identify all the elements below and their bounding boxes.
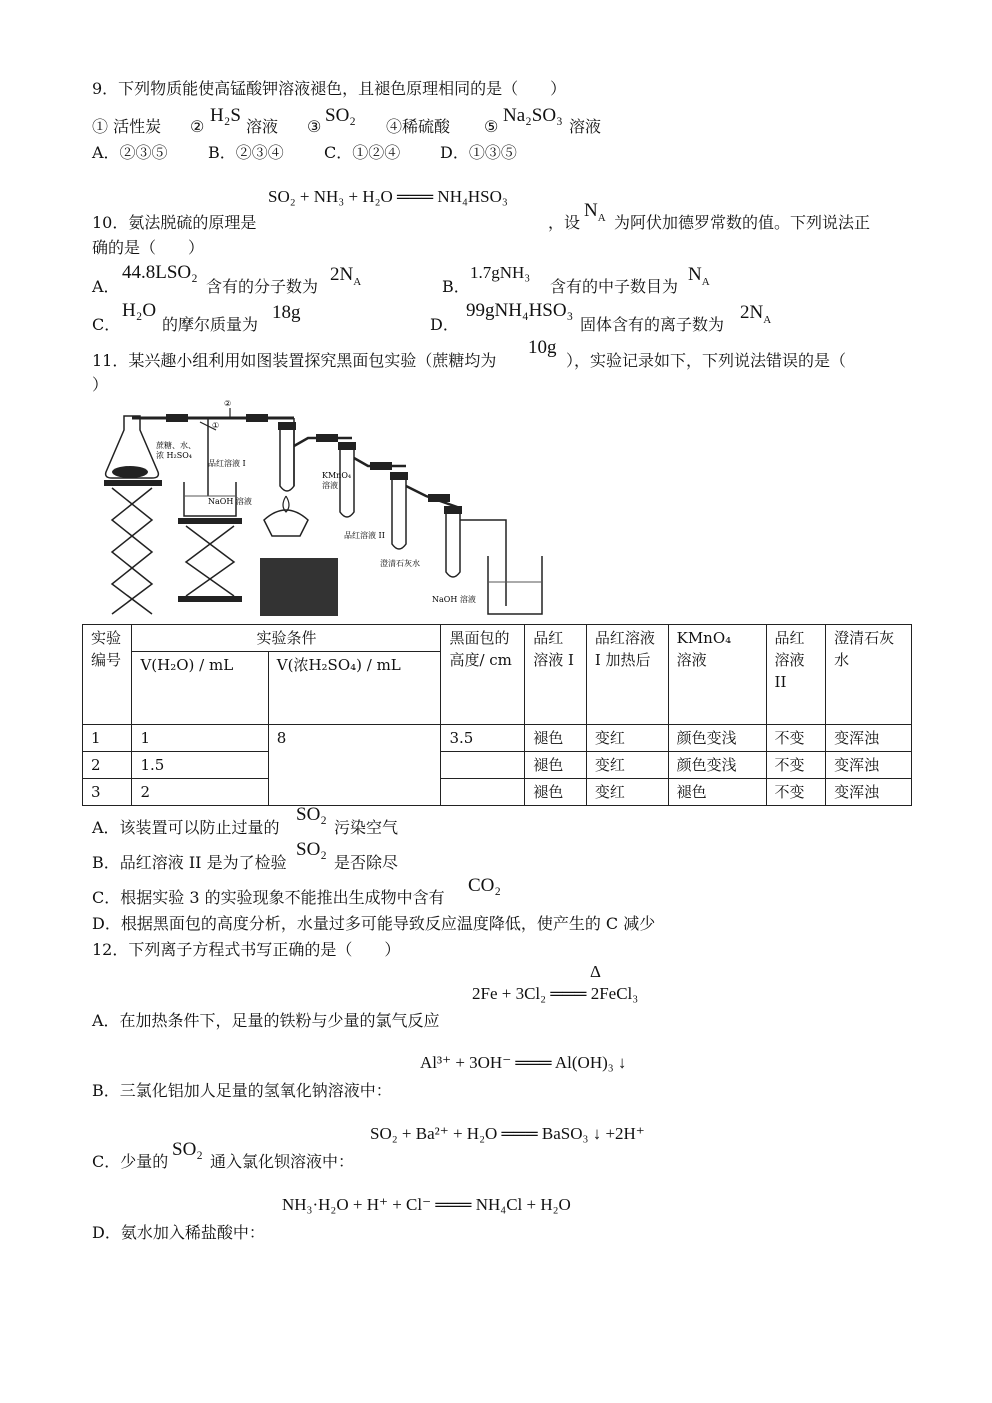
header-kmno4: KMnO₄ 溶液 [668, 625, 766, 725]
q10-stem-a: 10．氨法脱硫的原理是 [92, 213, 257, 232]
q12-a-equation: 2Fe + 3Cl₂ ═══ 2FeCl₃ [472, 984, 639, 1003]
row-3-pinhong-2: 不变 [766, 779, 826, 806]
header-limewater: 澄清石灰水 [826, 625, 912, 725]
row-2-no: 2 [83, 752, 132, 779]
row-2-pinhong-2: 不变 [766, 752, 826, 779]
q9-option-3-label: ③ [307, 117, 322, 136]
row-1-water: 1 [132, 725, 268, 752]
label-pinhong-2: 品红溶液 II [344, 531, 385, 540]
row-1-limewater: 变浑浊 [826, 725, 912, 752]
q10-b-label: B． [442, 277, 470, 296]
label-sugar: 蔗糖、水、 [156, 441, 196, 450]
q12-a-condition: Δ [590, 962, 601, 981]
header-experiment-no: 实验编号 [83, 625, 132, 725]
row-1-pinhong-1: 褪色 [525, 725, 587, 752]
header-pinhong-1-heated: 品红溶液 I 加热后 [586, 625, 668, 725]
q10-c-text: 的摩尔质量为 [162, 315, 259, 334]
q10-d-value: $2N_A$ [740, 302, 772, 326]
row-2-height [441, 752, 525, 779]
q11-mass: 10g [528, 337, 557, 358]
q9-option-1: ① 活性炭 [92, 117, 162, 136]
q11-option-a-text-end: 污染空气 [334, 818, 399, 837]
q10-a-text: 含有的分子数为 [206, 277, 319, 296]
q11-option-d-text: D．根据黑面包的高度分析，水量过多可能导致反应温度降低，使产生的 C 减少 [92, 914, 656, 933]
q9-option-5-text: 溶液 [569, 117, 602, 136]
q9-choice-a: A．②③⑤ [92, 143, 168, 162]
experiment-table [82, 624, 912, 806]
experiment-apparatus-figure [96, 396, 556, 618]
label-kmno4: KMnO₄ [322, 471, 352, 480]
row-2-pinhong-1-heated: 变红 [586, 752, 668, 779]
row-3-pinhong-1-heated: 变红 [586, 779, 668, 806]
table-row [83, 752, 912, 779]
q9-choice-c: C．①②④ [324, 143, 401, 162]
header-pinhong-1: 品红溶液 I [525, 625, 587, 725]
label-naoh-1: NaOH 溶液 [208, 497, 252, 506]
q12-d-text: D．氨水加入稀盐酸中： [92, 1223, 265, 1242]
q9-choice-d: D．①③⑤ [440, 143, 517, 162]
label-acid: 浓 H₂SO₄ [156, 451, 192, 460]
row-1-height: 3.5 [441, 725, 525, 752]
q11-option-c-formula: CO₂ [468, 875, 502, 896]
q9-stem: 9．下列物质能使高锰酸钾溶液褪色，且褪色原理相同的是（ ） [92, 79, 567, 98]
q11-stem-c: ） [92, 375, 109, 394]
q10-d-formula: 99gNH₄HSO₃ [466, 300, 574, 321]
q12-a-text: A．在加热条件下，足量的铁粉与少量的氯气反应 [92, 1011, 440, 1030]
row-3-height [441, 779, 525, 806]
header-volume-water: V(H₂O) / mL [132, 652, 268, 725]
q11-stem-b: ），实验记录如下，下列说法错误的是（ [566, 351, 847, 370]
q11-option-a-formula: SO₂ [296, 804, 327, 825]
q9-option-4: ④稀硫酸 [386, 117, 451, 136]
q10-b-formula: 1.7gNH₃ [470, 263, 531, 282]
row-2-kmno4: 颜色变浅 [668, 752, 766, 779]
q11-option-b-text: B．品红溶液 II 是为了检验 [92, 853, 287, 872]
label-naoh-2: NaOH 溶液 [432, 595, 476, 604]
q12-d-equation: NH₃·H₂O + H⁺ + Cl⁻ ═══ NH₄Cl + H₂O [282, 1195, 571, 1214]
q10-b-value: $N_A$ [688, 264, 710, 288]
q12-c-formula: SO₂ [172, 1139, 203, 1160]
row-3-no: 3 [83, 779, 132, 806]
q11-option-b-formula: SO₂ [296, 839, 327, 860]
q9-option-2-label: ② [190, 117, 205, 136]
q10-a-value: $2N_A$ [330, 264, 362, 288]
header-pinhong-2: 品红溶液 II [766, 625, 826, 725]
q11-option-a-text: A．该装置可以防止过量的 [92, 818, 280, 837]
q11-option-c-text: C．根据实验 3 的实验现象不能推出生成物中含有 [92, 888, 445, 907]
row-3-pinhong-1: 褪色 [525, 779, 587, 806]
row-1-kmno4: 颜色变浅 [668, 725, 766, 752]
q10-stem-c: 为阿伏加德罗常数的值。下列说法正 [614, 213, 871, 232]
q10-c-value: 18g [272, 302, 301, 323]
table-row [83, 725, 912, 752]
row-2-water: 1.5 [132, 752, 268, 779]
q12-c-equation: SO₂ + Ba²⁺ + H₂O ═══ BaSO₃ ↓ +2H⁺ [370, 1124, 645, 1143]
row-1-pinhong-1-heated: 变红 [586, 725, 668, 752]
label-pinhong-1: 品红溶液 I [208, 459, 246, 468]
q9-option-2-text: 溶液 [246, 117, 279, 136]
q10-c-formula: H₂O [122, 300, 157, 321]
q11-option-b-text-end: 是否除尽 [334, 853, 399, 872]
row-1-pinhong-2: 不变 [766, 725, 826, 752]
q10-equation: SO₂ + NH₃ + H₂O ═══ NH₄HSO₃ [268, 187, 508, 206]
q12-b-text: B．三氯化铝加人足量的氢氧化钠溶液中： [92, 1081, 392, 1100]
row-2-pinhong-1: 褪色 [525, 752, 587, 779]
row-2-limewater: 变浑浊 [826, 752, 912, 779]
row-3-limewater: 变浑浊 [826, 779, 912, 806]
q10-a-formula: 44.8LSO₂ [122, 262, 198, 283]
q10-b-text: 含有的中子数目为 [550, 277, 679, 296]
label-kmno4-solution: 溶液 [322, 481, 338, 490]
row-3-kmno4: 褪色 [668, 779, 766, 806]
q11-stem-a: 11．某兴趣小组利用如图装置探究黑面包实验（蔗糖均为 [92, 351, 497, 370]
q9-choice-b: B．②③④ [208, 143, 284, 162]
header-height: 黑面包的高度/ cm [441, 625, 525, 725]
q10-stem-b: ，设 [548, 213, 581, 232]
q10-na-symbol: $N_A$ [584, 200, 606, 224]
header-conditions: 实验条件 [132, 625, 441, 652]
q12-c-text-end: 通入氯化钡溶液中： [210, 1152, 355, 1171]
q10-stem-d: 确的是（ ） [92, 238, 205, 257]
q12-stem: 12．下列离子方程式书写正确的是（ ） [92, 940, 401, 959]
q9-option-5-label: ⑤ [484, 117, 499, 136]
q10-a-label: A． [92, 277, 120, 296]
q12-c-text: C．少量的 [92, 1152, 169, 1171]
header-volume-acid: V(浓H₂SO₄) / mL [268, 652, 441, 725]
label-limewater: 澄清石灰水 [380, 559, 420, 568]
row-1-no: 1 [83, 725, 132, 752]
q10-d-text: 固体含有的离子数为 [580, 315, 725, 334]
valve-1-label: ① [212, 421, 220, 430]
q9-option-3-formula: SO₂ [325, 105, 356, 126]
row-3-water: 2 [132, 779, 268, 806]
q9-option-2-formula: H₂S [210, 105, 241, 126]
row-acid-volume: 8 [268, 725, 441, 806]
table-row [83, 779, 912, 806]
q12-b-equation: Al³⁺ + 3OH⁻ ═══ Al(OH)₃ ↓ [420, 1053, 627, 1072]
q9-option-5-formula: Na₂SO₃ [503, 105, 563, 126]
q10-d-label: D． [430, 315, 459, 334]
q10-c-label: C． [92, 315, 121, 334]
valve-2-label: ② [224, 399, 232, 408]
